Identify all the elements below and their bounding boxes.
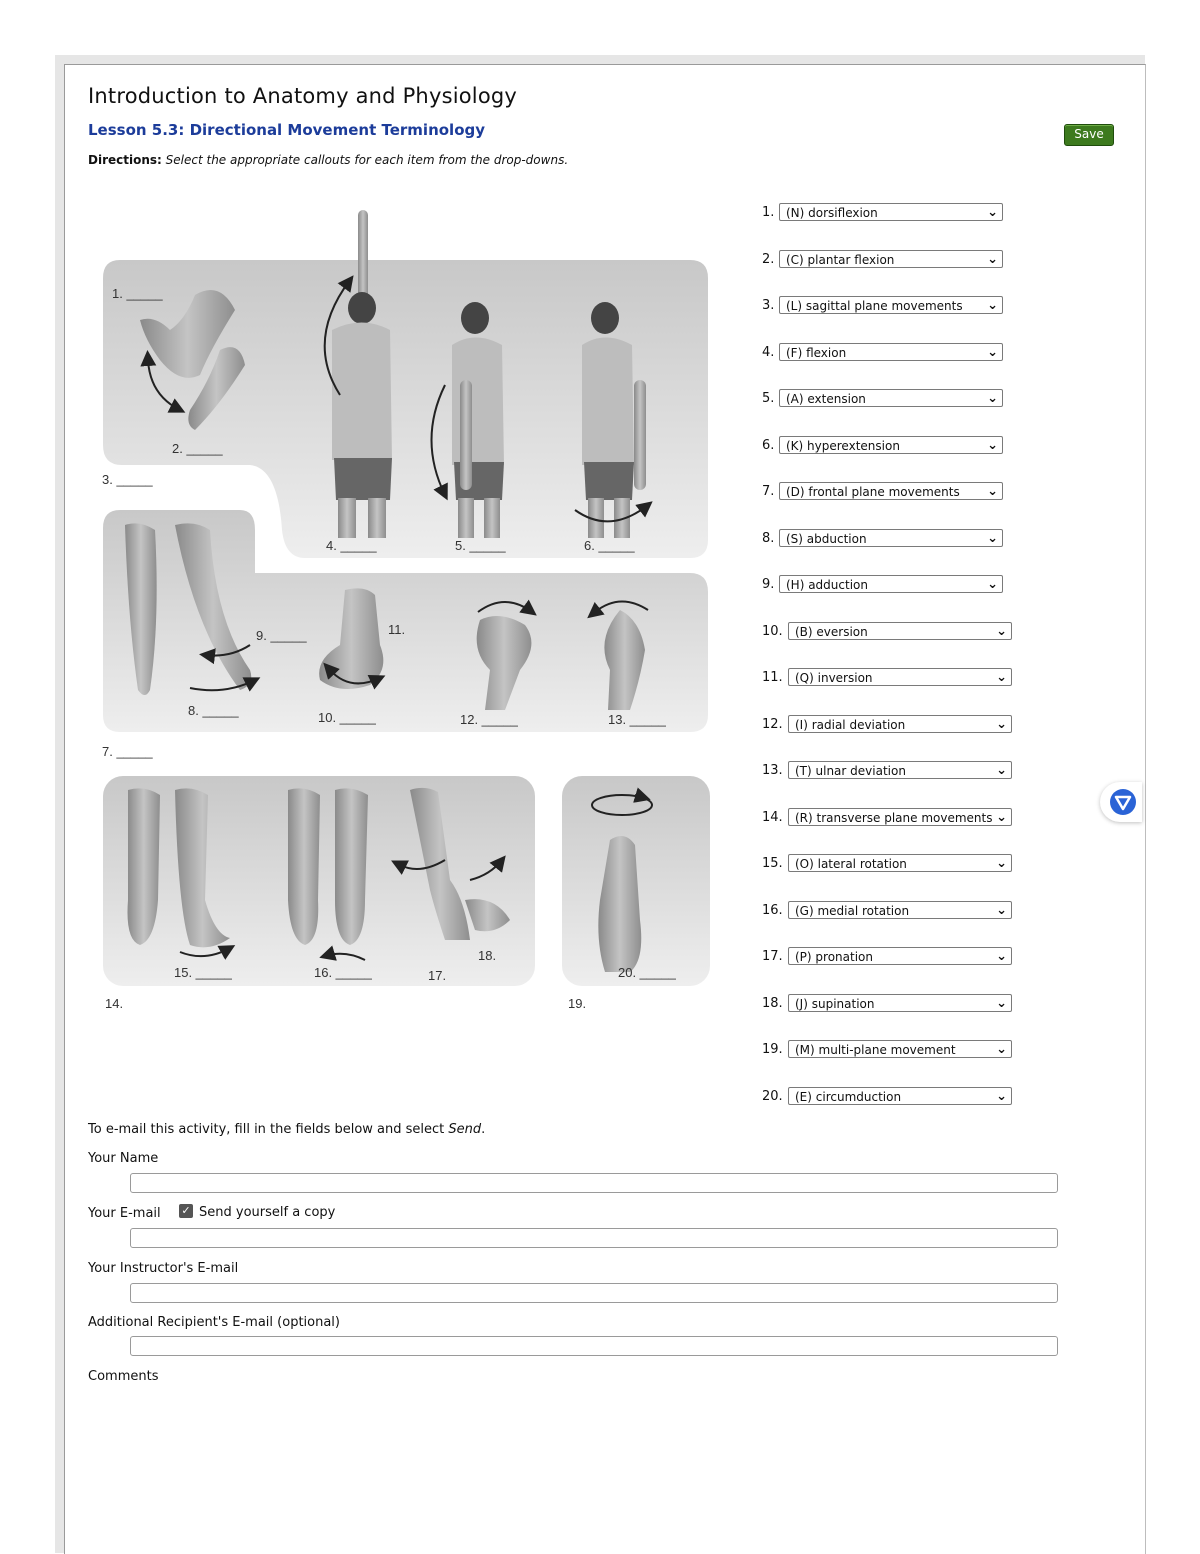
question-number: 10.: [762, 623, 783, 639]
chevron-down-icon: ⌄: [996, 1042, 1007, 1057]
send-copy-label: Send yourself a copy: [199, 1205, 336, 1220]
question-row: [762, 250, 1014, 270]
question-number: 7.: [762, 484, 775, 499]
email-label: Your E-mail: [88, 1206, 161, 1221]
question-row: [762, 575, 1014, 595]
question-row: [762, 808, 1014, 828]
figure-label-17: 17.: [428, 968, 447, 983]
answer-dropdown[interactable]: [788, 1087, 1012, 1105]
chevron-down-icon: ⌄: [987, 530, 998, 546]
answer-dropdown[interactable]: [779, 575, 1003, 593]
answer-dropdown[interactable]: [779, 296, 1003, 314]
answer-dropdown[interactable]: [779, 250, 1003, 268]
answer-dropdown-value: (D) frontal plane movements: [786, 485, 960, 499]
figure-label-3: 3. _____: [102, 472, 153, 487]
question-row: [762, 436, 1014, 456]
extension-badge[interactable]: [1100, 782, 1142, 822]
figure-label-13: 13. _____: [608, 712, 666, 727]
chevron-down-icon: ⌄: [987, 298, 998, 313]
name-label: Your Name: [88, 1151, 159, 1166]
figure-label-2: 2. _____: [172, 441, 223, 456]
question-number: 8.: [762, 530, 775, 546]
question-number: 20.: [762, 1088, 783, 1104]
email-input[interactable]: [130, 1228, 1058, 1248]
question-number: 14.: [762, 809, 783, 825]
name-input[interactable]: [130, 1173, 1058, 1193]
answer-dropdown[interactable]: [779, 343, 1003, 361]
figure-label-14: 14.: [105, 996, 124, 1011]
answer-dropdown[interactable]: [779, 389, 1003, 407]
question-number: 17.: [762, 949, 783, 964]
question-row: [762, 668, 1014, 688]
chevron-down-icon: ⌄: [996, 623, 1007, 639]
answer-dropdown[interactable]: [779, 436, 1003, 454]
chevron-down-icon: ⌄: [987, 391, 998, 406]
additional-email-input[interactable]: [130, 1336, 1058, 1356]
answer-dropdown-value: (C) plantar flexion: [786, 252, 895, 267]
answer-dropdown-value: (P) pronation: [795, 950, 873, 964]
question-number: 6.: [762, 437, 775, 453]
question-row: [762, 1087, 1014, 1107]
question-number: 1.: [762, 205, 775, 220]
question-number: 15.: [762, 856, 783, 871]
figure-label-1: 1. _____: [112, 286, 163, 301]
figure-label-5: 5. _____: [455, 538, 506, 553]
answer-dropdown[interactable]: [779, 482, 1003, 500]
additional-email-label: Additional Recipient's E-mail (optional): [88, 1315, 340, 1330]
chevron-down-icon: ⌄: [996, 670, 1007, 685]
answer-dropdown[interactable]: [779, 529, 1003, 547]
answer-dropdown-value: (G) medial rotation: [795, 903, 910, 918]
figure-label-9: 9. _____: [256, 628, 307, 643]
answer-dropdown[interactable]: [788, 668, 1012, 686]
figure-label-19: 19.: [568, 996, 587, 1011]
send-copy-checkbox[interactable]: [179, 1204, 193, 1218]
directions-text: Select the appropriate callouts for each item from the drop-downs.: [165, 153, 569, 167]
answer-dropdown-value: (A) extension: [786, 392, 866, 406]
question-number: 18.: [762, 995, 783, 1011]
email-intro-text: To e-mail this activity, fill in the fields below and select: [88, 1122, 449, 1137]
figure-label-20: 20. _____: [618, 965, 676, 980]
shield-badge-icon: [1108, 787, 1138, 817]
question-number: 19.: [762, 1042, 783, 1057]
chevron-down-icon: ⌄: [996, 902, 1007, 918]
question-number: 12.: [762, 716, 783, 732]
question-row: [762, 947, 1014, 967]
question-row: [762, 482, 1014, 502]
chevron-down-icon: ⌄: [987, 437, 998, 453]
answer-dropdown-value: (E) circumduction: [795, 1089, 902, 1104]
answer-dropdown[interactable]: [788, 622, 1012, 640]
question-number: 11.: [762, 670, 783, 685]
question-row: [762, 529, 1014, 549]
answer-dropdown-value: (N) dorsiflexion: [786, 206, 878, 220]
save-button[interactable]: Save: [1064, 124, 1114, 146]
question-number: 3.: [762, 298, 775, 313]
email-intro-end: .: [481, 1122, 486, 1137]
answer-dropdown-value: (Q) inversion: [795, 671, 873, 685]
chevron-down-icon: ⌄: [996, 856, 1007, 871]
answer-dropdown[interactable]: [788, 1040, 1012, 1058]
answer-dropdown-value: (L) sagittal plane movements: [786, 299, 963, 313]
chevron-down-icon: ⌄: [996, 763, 1007, 778]
chevron-down-icon: ⌄: [987, 251, 998, 267]
answer-dropdown[interactable]: [788, 854, 1012, 872]
answer-dropdown-value: (O) lateral rotation: [795, 857, 907, 871]
comments-label: Comments: [88, 1369, 159, 1384]
email-instructions: [88, 1122, 485, 1137]
chevron-down-icon: ⌄: [996, 995, 1007, 1011]
page-title: Introduction to Anatomy and Physiology: [88, 84, 518, 108]
answer-dropdown[interactable]: [788, 761, 1012, 779]
question-row: [762, 343, 1014, 363]
answer-dropdown[interactable]: [779, 203, 1003, 221]
answer-dropdown-value: (K) hyperextension: [786, 438, 900, 453]
chevron-down-icon: ⌄: [996, 809, 1007, 825]
figure-label-18: 18.: [478, 948, 497, 963]
answer-dropdown-value: (R) transverse plane movements: [795, 810, 993, 825]
question-row: [762, 1040, 1014, 1060]
question-number: 5.: [762, 391, 775, 406]
question-row: [762, 203, 1014, 223]
chevron-down-icon: ⌄: [996, 716, 1007, 732]
chevron-down-icon: ⌄: [987, 205, 998, 220]
figure-label-15: 15. _____: [174, 965, 232, 980]
question-row: [762, 761, 1014, 781]
question-number: 16.: [762, 902, 783, 918]
answer-dropdown[interactable]: [788, 808, 1012, 826]
question-row: [762, 622, 1014, 642]
figure-label-4: 4. _____: [326, 538, 377, 553]
question-number: 13.: [762, 763, 783, 778]
send-word: Send: [448, 1122, 482, 1137]
chevron-down-icon: ⌄: [987, 577, 998, 592]
question-number: 2.: [762, 251, 775, 267]
question-number: 4.: [762, 344, 775, 360]
answer-dropdown-value: (F) flexion: [786, 345, 847, 360]
figure-label-11: 11.: [388, 622, 406, 637]
answer-dropdown-value: (B) eversion: [795, 624, 868, 639]
answer-dropdown-value: (H) adduction: [786, 578, 868, 592]
figure-label-7: 7. _____: [102, 744, 153, 759]
answer-dropdown-value: (T) ulnar deviation: [795, 764, 906, 778]
answer-dropdown[interactable]: [788, 901, 1012, 919]
chevron-down-icon: ⌄: [996, 1088, 1007, 1104]
checkmark-icon: ✓: [181, 1204, 191, 1217]
question-row: [762, 389, 1014, 409]
movement-figure: [100, 200, 715, 1020]
answer-dropdown[interactable]: [788, 947, 1012, 965]
lesson-title: Lesson 5.3: Directional Movement Terminology: [88, 121, 486, 139]
answer-dropdown-value: (S) abduction: [786, 531, 867, 546]
chevron-down-icon: ⌄: [996, 949, 1007, 964]
figure-label-12: 12. _____: [460, 712, 518, 727]
answer-dropdown-value: (J) supination: [795, 996, 875, 1011]
instructor-email-input[interactable]: [130, 1283, 1058, 1303]
directions-label: Directions:: [88, 153, 162, 167]
question-number: 9.: [762, 577, 775, 592]
directions: [88, 153, 568, 167]
figure-label-10: 10. _____: [318, 710, 376, 725]
figure-label-8: 8. _____: [188, 703, 239, 718]
question-row: [762, 854, 1014, 874]
figure-label-16: 16. _____: [314, 965, 372, 980]
chevron-down-icon: ⌄: [987, 484, 998, 499]
instructor-email-label: Your Instructor's E-mail: [88, 1261, 239, 1276]
answer-dropdown-value: (I) radial deviation: [795, 717, 906, 732]
answer-dropdown-value: (M) multi-plane movement: [795, 1043, 956, 1057]
question-row: [762, 994, 1014, 1014]
answer-dropdown[interactable]: [788, 715, 1012, 733]
figure-label-6: 6. _____: [584, 538, 635, 553]
question-row: [762, 296, 1014, 316]
answer-dropdown[interactable]: [788, 994, 1012, 1012]
chevron-down-icon: ⌄: [987, 344, 998, 360]
question-row: [762, 715, 1014, 735]
question-row: [762, 901, 1014, 921]
